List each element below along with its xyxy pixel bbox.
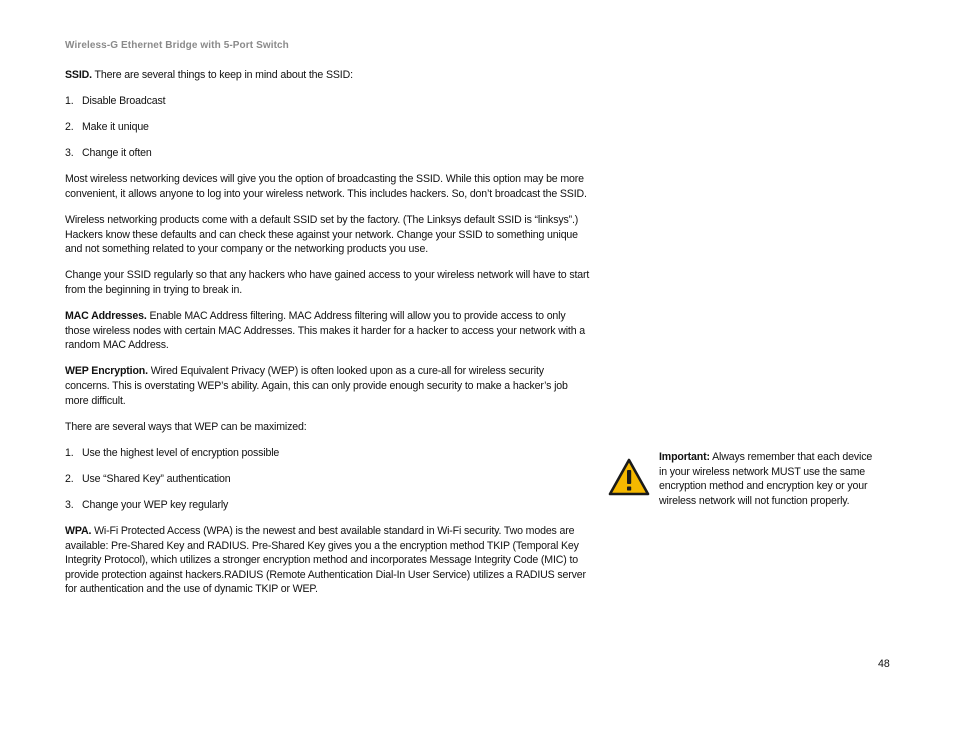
ssid-intro	[65, 68, 590, 83]
ssid-intro-text: There are several things to keep in mind about the SSID:	[91, 69, 353, 81]
list-text: Make it unique	[82, 121, 149, 134]
list-text: Use “Shared Key” authentication	[82, 472, 231, 485]
list-item	[65, 498, 590, 513]
wep-text: Wired Equivalent Privacy (WEP) is often looked upon as a cure-all for wireless security concerns. This is overstating WEP’s ability. Again, this can only provide enough security to make a hacker’s job more difficult.	[65, 365, 568, 407]
list-number: 3.	[65, 147, 74, 160]
wpa-text: Wi-Fi Protected Access (WPA) is the newest and best available standard in Wi-Fi security. Two modes are available: Pre-Shared Key and RADIUS. Pre-Shared Key gives you a the encryption method TKIP (Temporal Key Integrity Protocol), which utilizes a stronger encryption method and incorporates Message Integrity Code (MIC) to provide protection against hackers.RADIUS (Remote Authentication Dial-In User Service) utilizes a RADIUS server for authentication and the use of dynamic TKIP or WEP.	[65, 524, 586, 596]
list-text: Change it often	[82, 147, 152, 160]
wep-heading: WEP Encryption.	[65, 365, 148, 378]
list-item	[65, 472, 590, 487]
mac-heading: MAC Addresses.	[65, 310, 147, 323]
list-text: Change your WEP key regularly	[82, 498, 229, 511]
warning-icon	[608, 458, 650, 496]
list-item	[65, 146, 590, 161]
running-header: Wireless-G Ethernet Bridge with 5-Port Switch	[65, 40, 289, 51]
list-text: Disable Broadcast	[82, 95, 166, 108]
ssid-paragraph-change: Change your SSID regularly so that any hackers who have gained access to your wireless network will have to start from the beginning in trying to break in.	[65, 269, 590, 296]
wep-intro: There are several ways that WEP can be maximized:	[65, 420, 307, 433]
list-number: 1.	[65, 95, 74, 108]
list-number: 2.	[65, 121, 74, 134]
main-content	[65, 68, 590, 608]
list-number: 3.	[65, 498, 74, 511]
list-number: 2.	[65, 472, 74, 485]
important-note-text	[659, 450, 875, 508]
mac-text: Enable MAC Address filtering. MAC Address filtering will allow you to provide access to only those wireless nodes with certain MAC Addresses. This makes it harder for a hacker to access your network with a random MAC Address.	[65, 310, 585, 352]
ssid-paragraph-broadcast: Most wireless networking devices will give you the option of broadcasting the SSID. While this option may be more convenient, it allows anyone to log into your wireless network. This includes hackers. So, don’t broadcast the SSID.	[65, 173, 587, 200]
mac-paragraph	[65, 309, 590, 353]
wpa-paragraph	[65, 524, 590, 597]
list-text: Use the highest level of encryption possible	[82, 446, 280, 459]
list-item	[65, 94, 590, 109]
wpa-heading: WPA.	[65, 524, 92, 537]
list-item	[65, 120, 590, 135]
important-label: Important:	[659, 451, 710, 463]
page-number: 48	[878, 658, 890, 670]
important-body: Always remember that each device in your wireless network MUST use the same encryption method and encryption key or your wireless network will not function properly.	[659, 451, 873, 507]
list-number: 1.	[65, 446, 74, 459]
list-item	[65, 446, 590, 461]
ssid-paragraph-default: Wireless networking products come with a default SSID set by the factory. (The Linksys default SSID is “linksys”.) Hackers know these defaults and can check these against your network. Change your SSID to something unique and not something related to your company or the networking products you use.	[65, 214, 579, 256]
wep-paragraph	[65, 364, 590, 408]
ssid-heading: SSID.	[65, 69, 92, 81]
